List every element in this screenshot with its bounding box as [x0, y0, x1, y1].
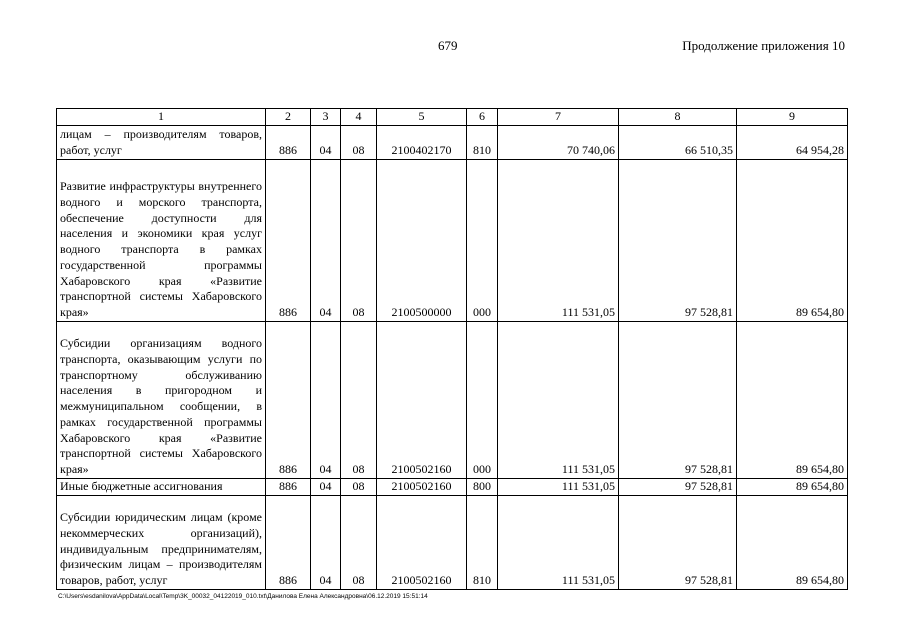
column-header: 7	[498, 109, 619, 126]
amount-cell: 97 528,81	[619, 159, 737, 321]
section-cell: 04	[311, 495, 341, 589]
table-row	[57, 478, 848, 495]
amount-cell: 64 954,28	[737, 125, 848, 159]
target-article-cell: 2100502160	[377, 321, 467, 478]
column-header: 9	[737, 109, 848, 126]
budget-table	[56, 108, 848, 590]
amount-cell: 89 654,80	[737, 159, 848, 321]
column-header: 8	[619, 109, 737, 126]
subsection-cell: 08	[341, 478, 377, 495]
column-header: 3	[311, 109, 341, 126]
page-number: 679	[438, 38, 458, 53]
admin-code-cell: 886	[266, 478, 311, 495]
expense-type-cell: 000	[467, 159, 498, 321]
column-header: 5	[377, 109, 467, 126]
expense-type-cell: 810	[467, 125, 498, 159]
amount-cell: 111 531,05	[498, 495, 619, 589]
continuation-heading: Продолжение приложения 10	[682, 38, 845, 53]
amount-cell: 97 528,81	[619, 495, 737, 589]
table-row	[57, 321, 848, 478]
subsection-cell: 08	[341, 321, 377, 478]
column-header: 4	[341, 109, 377, 126]
section-cell: 04	[311, 478, 341, 495]
row-description: лицам – производителям товаров, работ, услуг	[57, 125, 266, 159]
subsection-cell: 08	[341, 159, 377, 321]
target-article-cell: 2100502160	[377, 495, 467, 589]
row-description: Субсидии юридическим лицам (кроме некоммерческих организаций), индивидуальным предпринимателям, физическим лицам – производителям товаров, работ, услуг	[57, 495, 266, 589]
target-article-cell: 2100502160	[377, 478, 467, 495]
amount-cell: 89 654,80	[737, 495, 848, 589]
table-row	[57, 159, 848, 321]
admin-code-cell: 886	[266, 159, 311, 321]
table-row	[57, 125, 848, 159]
amount-cell: 111 531,05	[498, 159, 619, 321]
amount-cell: 111 531,05	[498, 478, 619, 495]
column-header: 2	[266, 109, 311, 126]
expense-type-cell: 000	[467, 321, 498, 478]
amount-cell: 89 654,80	[737, 478, 848, 495]
target-article-cell: 2100500000	[377, 159, 467, 321]
admin-code-cell: 886	[266, 125, 311, 159]
amount-cell: 70 740,06	[498, 125, 619, 159]
section-cell: 04	[311, 159, 341, 321]
row-description: Субсидии организациям водного транспорта, оказывающим услуги по транспортному обслуживанию населения в пригородном и межмуниципальном сообщении, в рамках государственной программы Хабаровского края «Развитие транспортной системы Хабаровского края»	[57, 321, 266, 478]
expense-type-cell: 810	[467, 495, 498, 589]
amount-cell: 89 654,80	[737, 321, 848, 478]
column-header: 6	[467, 109, 498, 126]
section-cell: 04	[311, 125, 341, 159]
table-row	[57, 495, 848, 589]
file-path-footer: C:\Users\esdanilova\AppData\Local\Temp\3K_00032_04122019_010.txt\Данилова Елена Александровна\06.12.2019 15:51:14	[58, 593, 428, 600]
row-description: Иные бюджетные ассигнования	[57, 478, 266, 495]
amount-cell: 97 528,81	[619, 321, 737, 478]
expense-type-cell: 800	[467, 478, 498, 495]
header-row	[57, 109, 848, 126]
subsection-cell: 08	[341, 495, 377, 589]
target-article-cell: 2100402170	[377, 125, 467, 159]
admin-code-cell: 886	[266, 495, 311, 589]
amount-cell: 111 531,05	[498, 321, 619, 478]
admin-code-cell: 886	[266, 321, 311, 478]
row-description: Развитие инфраструктуры внутреннего водного и морского транспорта, обеспечение доступности для населения и экономики края услуг водного транспорта в рамках государственной программы Хабаровского края «Развитие транспортной системы Хабаровского края»	[57, 159, 266, 321]
amount-cell: 66 510,35	[619, 125, 737, 159]
column-header: 1	[57, 109, 266, 126]
subsection-cell: 08	[341, 125, 377, 159]
amount-cell: 97 528,81	[619, 478, 737, 495]
section-cell: 04	[311, 321, 341, 478]
